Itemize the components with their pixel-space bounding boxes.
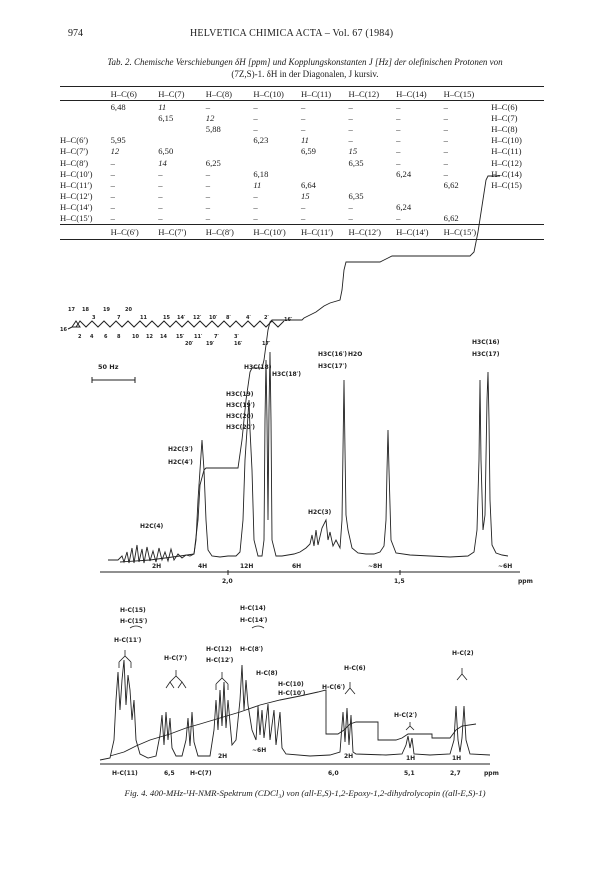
table-cell: – xyxy=(396,112,401,123)
col-footer: H–C(12′) xyxy=(349,225,397,240)
multiplet-tree xyxy=(457,668,467,680)
peak-label: H-C(7′) xyxy=(164,655,188,662)
numbering-top: 17 xyxy=(68,307,75,313)
table-cell: – xyxy=(158,168,163,179)
row-label-left: H–C(11′) xyxy=(60,179,93,190)
col-header: H–C(14) xyxy=(396,87,444,101)
table-cell: – xyxy=(205,191,211,202)
peak-label: H-C(11′) xyxy=(114,637,142,644)
row-label-right: H–C(10) xyxy=(491,135,522,146)
numbering-bottom: 12 xyxy=(146,334,153,340)
table-cell: 6,25 xyxy=(205,157,221,168)
table-cell: – xyxy=(396,123,401,134)
structure-formula xyxy=(60,307,293,347)
upper-spectrum xyxy=(92,176,533,585)
peak-label: H3C(16) xyxy=(472,339,500,346)
numbering-top: 4′ xyxy=(246,315,251,321)
numbering-bottom: 7′ xyxy=(214,334,219,340)
table-cell: 6,23 xyxy=(253,135,269,146)
row-label-right: H–C(12) xyxy=(491,157,522,168)
peak-label: H3C(18′) xyxy=(272,371,302,378)
table-cell: – xyxy=(396,101,401,112)
table-cell: 6,59 xyxy=(300,146,316,157)
multiplet-tree xyxy=(166,670,186,688)
col-header: H–C(8) xyxy=(206,87,254,101)
peak-label: H-C(12) xyxy=(206,646,232,653)
table-cell: – xyxy=(205,101,211,112)
scale-label: 50 Hz xyxy=(98,363,119,371)
table-cell: – xyxy=(396,135,401,146)
table-cell: – xyxy=(443,101,448,112)
col-header: H–C(11) xyxy=(301,87,349,101)
table-cell: – xyxy=(396,157,401,168)
axis-tick-label: 2,0 xyxy=(222,578,233,585)
table-cell: – xyxy=(348,123,353,134)
table-cell: – xyxy=(110,202,115,213)
table-cell: – xyxy=(443,146,448,157)
integral-label: 1H xyxy=(452,755,462,762)
table-cell: 6,64 xyxy=(300,179,316,190)
epoxide-ring xyxy=(68,321,80,329)
col-footer: H–C(8′) xyxy=(206,225,254,240)
row-label-left: H–C(6′) xyxy=(60,135,89,146)
peak-label: H2C(3′) xyxy=(168,446,193,453)
multiplet-tree xyxy=(130,626,142,628)
integral-label: 2H xyxy=(344,753,354,760)
integral-label: ~8H xyxy=(368,563,383,570)
peak-label: H2C(4′) xyxy=(168,459,193,466)
col-footer: H–C(11′) xyxy=(301,225,349,240)
row-label-right: H–C(15) xyxy=(491,179,522,190)
col-footer: H–C(15′) xyxy=(444,225,492,240)
peak-label: H-C(12′) xyxy=(206,657,234,664)
row-label-right: H–C(7) xyxy=(491,112,518,123)
peak-label: H-C(8) xyxy=(256,670,278,677)
table-cell: – xyxy=(205,168,211,179)
row-label-right: H–C(14) xyxy=(491,168,522,179)
numbering-top: 18 xyxy=(82,307,89,313)
table-cell: – xyxy=(300,202,306,213)
peak-label: H-C(15′) xyxy=(120,618,148,625)
figure-caption xyxy=(60,788,550,798)
numbering-top: 11 xyxy=(140,315,147,321)
col-header: H–C(6) xyxy=(111,87,159,101)
numbering-top: 15 xyxy=(163,315,170,321)
table-cell: 11 xyxy=(300,135,309,146)
table-cell: – xyxy=(253,112,258,123)
numbering-bottom: 10 xyxy=(132,334,139,340)
integral-label: 1H xyxy=(406,755,416,762)
table-cell: – xyxy=(110,191,115,202)
table-cell: – xyxy=(300,101,306,112)
numbering-bottom: 4 xyxy=(90,334,94,340)
numbering-top: 16′ xyxy=(284,317,293,323)
axis-label: 6,0 xyxy=(328,770,339,777)
peak-label: H-C(10) xyxy=(278,681,304,688)
axis-unit: ppm xyxy=(518,578,533,585)
numbering-bottom: 14 xyxy=(160,334,167,340)
numbering-top: 19 xyxy=(103,307,110,313)
numbering-top: 2′ xyxy=(264,315,269,321)
table-cell: – xyxy=(158,191,163,202)
row-label-left: H–C(14′) xyxy=(60,202,93,213)
row-label-left: H–C(12′) xyxy=(60,191,93,202)
col-footer: H–C(7′) xyxy=(158,225,206,240)
table-cell: – xyxy=(253,123,258,134)
lower-spectrum-trace xyxy=(100,660,490,760)
col-footer: H–C(6′) xyxy=(111,225,159,240)
table-cell: – xyxy=(253,191,258,202)
peak-label: H2C(4) xyxy=(140,523,164,530)
peak-label: H3C(18) xyxy=(244,364,272,371)
table-cell: 6,35 xyxy=(348,157,364,168)
numbering-bottom: 17′ xyxy=(262,341,271,347)
peak-label: H-C(6′) xyxy=(322,684,346,691)
multiplet-tree xyxy=(119,650,131,668)
table-cell: – xyxy=(443,112,448,123)
row-label-left: H–C(7′) xyxy=(60,146,89,157)
table-cell: – xyxy=(158,213,163,224)
table-cell: – xyxy=(348,135,353,146)
table-cell: 15 xyxy=(348,146,358,157)
table-cell: 6,62 xyxy=(443,213,459,224)
multiplet-tree xyxy=(216,672,228,690)
col-header: H–C(12) xyxy=(349,87,397,101)
figure-caption-text: Fig. 4. 400-MHz-¹H-NMR-Spektrum (CDCl₃) von (all-E,S)-1,2-Epoxy-1,2-dihydrolycopin ((all-E,S)-1) xyxy=(124,788,486,798)
numbering-top: 12′ xyxy=(193,315,202,321)
peak-label: H-C(8′) xyxy=(240,646,264,653)
numbering-top: 8′ xyxy=(226,315,231,321)
table-cell: – xyxy=(443,123,448,134)
numbering-left: 16 xyxy=(60,327,67,333)
peak-label: H-C(2′) xyxy=(394,712,418,719)
numbering-bottom: 11′ xyxy=(194,334,203,340)
journal-header: HELVETICA CHIMICA ACTA – Vol. 67 (1984) xyxy=(190,28,394,39)
page-number: 974 xyxy=(68,28,83,39)
table-cell: – xyxy=(396,213,401,224)
row-label-left: H–C(15′) xyxy=(60,213,93,224)
table-cell: – xyxy=(300,213,306,224)
peak-label: H-C(14′) xyxy=(240,617,268,624)
integral-label: 4H xyxy=(198,563,208,570)
row-label-right: H–C(11) xyxy=(491,146,522,157)
table-cell: – xyxy=(253,101,258,112)
numbering-bottom: 8 xyxy=(117,334,121,340)
table-cell: 5,95 xyxy=(110,135,126,146)
multiplet-tree xyxy=(406,722,414,730)
table-cell: – xyxy=(348,101,353,112)
multiplet-tree xyxy=(345,682,355,694)
table-cell: – xyxy=(300,112,306,123)
col-header: H–C(7) xyxy=(158,87,206,101)
numbering-top: 7 xyxy=(117,315,121,321)
peak-label: H3C(20) xyxy=(226,413,254,420)
row-label-right: H–C(6) xyxy=(491,101,518,112)
peak-label: H-C(14) xyxy=(240,605,266,612)
numbering-bottom: 6 xyxy=(104,334,108,340)
table-cell: – xyxy=(443,157,448,168)
row-label-right: H–C(8) xyxy=(491,123,518,134)
col-header: H–C(15) xyxy=(444,87,492,101)
peak-label: H2C(3) xyxy=(308,509,332,516)
table-cell: 11 xyxy=(158,101,167,112)
table-cell: – xyxy=(205,202,211,213)
table-cell: – xyxy=(110,157,115,168)
peak-label: H-C(10′) xyxy=(278,690,306,697)
peak-label: H3C(20′) xyxy=(226,424,256,431)
table-cell: 6,15 xyxy=(158,112,174,123)
row-label-left: H–C(10′) xyxy=(60,168,93,179)
polyene-chain xyxy=(76,321,284,327)
peak-label: H2O xyxy=(348,351,363,358)
table-cell: 5,88 xyxy=(205,123,221,134)
table-cell: – xyxy=(443,168,448,179)
numbering-top: 10′ xyxy=(209,315,218,321)
peak-label: H-C(6) xyxy=(344,665,366,672)
table-cell: 6,62 xyxy=(443,179,459,190)
table-caption-line1: Tab. 2. Chemische Verschiebungen δH [ppm] und Kopplungskonstanten J [Hz] der olefinischen Protonen von xyxy=(107,57,503,67)
table-cell: – xyxy=(348,213,353,224)
table-cell: 15 xyxy=(300,191,310,202)
axis-label: 2,7 xyxy=(450,770,461,777)
table-caption-line2: (7Z,S)-1. δH in der Diagonalen, J kursiv. xyxy=(231,68,379,79)
numbering-bottom: 16′ xyxy=(234,341,243,347)
table-cell: 6,24 xyxy=(396,168,412,179)
lower-spectrum xyxy=(100,605,499,777)
multiplet-tree xyxy=(252,626,264,628)
col-header: H–C(10) xyxy=(253,87,301,101)
table-cell: 14 xyxy=(158,157,167,168)
table-cell: 6,48 xyxy=(110,101,126,112)
table-cell: 12 xyxy=(110,146,120,157)
integral-label: 2H xyxy=(218,753,228,760)
row-label-left: H–C(8′) xyxy=(60,157,89,168)
table-cell: – xyxy=(110,213,115,224)
integral-label: 2H xyxy=(152,563,162,570)
table-cell: – xyxy=(110,168,115,179)
numbering-bottom: 20′ xyxy=(185,341,194,347)
peak-label: H3C(16′) xyxy=(318,351,348,358)
table-cell: 12 xyxy=(205,112,215,123)
table-cell: – xyxy=(205,213,211,224)
table-cell: 6,18 xyxy=(253,168,269,179)
numbering-bottom: 15′ xyxy=(176,334,185,340)
integral-label: 12H xyxy=(240,563,254,570)
peak-label: H3C(17′) xyxy=(318,363,348,370)
peak-label: H3C(19′) xyxy=(226,402,256,409)
integral-label: ~6H xyxy=(498,563,513,570)
table-cell: – xyxy=(443,135,448,146)
axis-unit: ppm xyxy=(484,770,499,777)
table-cell: – xyxy=(300,123,306,134)
numbering-top: 14′ xyxy=(177,315,186,321)
upper-integral-trace xyxy=(120,176,500,562)
axis-label: 5,1 xyxy=(404,770,415,777)
numbering-bottom: 3′ xyxy=(234,334,239,340)
numbering-bottom: 19′ xyxy=(206,341,215,347)
peak-label: H3C(17) xyxy=(472,351,500,358)
table-cell: – xyxy=(205,179,211,190)
table-cell: 6,35 xyxy=(348,191,364,202)
numbering-top: 20 xyxy=(125,307,132,313)
numbering-bottom: 2 xyxy=(78,334,82,340)
table-cell: 6,24 xyxy=(396,202,412,213)
integral-label: 6H xyxy=(292,563,302,570)
table-cell: – xyxy=(348,112,353,123)
axis-label: H-C(11) xyxy=(112,770,138,777)
numbering-top: 3 xyxy=(92,315,96,321)
table-cell: 11 xyxy=(253,179,262,190)
table-cell: – xyxy=(158,202,163,213)
col-footer: H–C(10′) xyxy=(253,225,301,240)
table-cell: – xyxy=(253,213,258,224)
table-cell: – xyxy=(396,146,401,157)
integral-label: ~6H xyxy=(252,747,267,754)
table-cell: 6,50 xyxy=(158,146,174,157)
peak-label: H-C(15) xyxy=(120,607,146,614)
table-cell: – xyxy=(110,179,115,190)
axis-label: H-C(7) xyxy=(190,770,212,777)
peak-label: H-C(2) xyxy=(452,650,474,657)
upper-spectrum-trace xyxy=(108,352,508,563)
table-cell: – xyxy=(158,179,163,190)
table-cell: – xyxy=(253,202,258,213)
table-cell: – xyxy=(348,202,353,213)
col-footer: H–C(14′) xyxy=(396,225,444,240)
axis-tick-label: 1,5 xyxy=(394,578,405,585)
peak-label: H3C(19) xyxy=(226,391,254,398)
axis-label: 6,5 xyxy=(164,770,175,777)
